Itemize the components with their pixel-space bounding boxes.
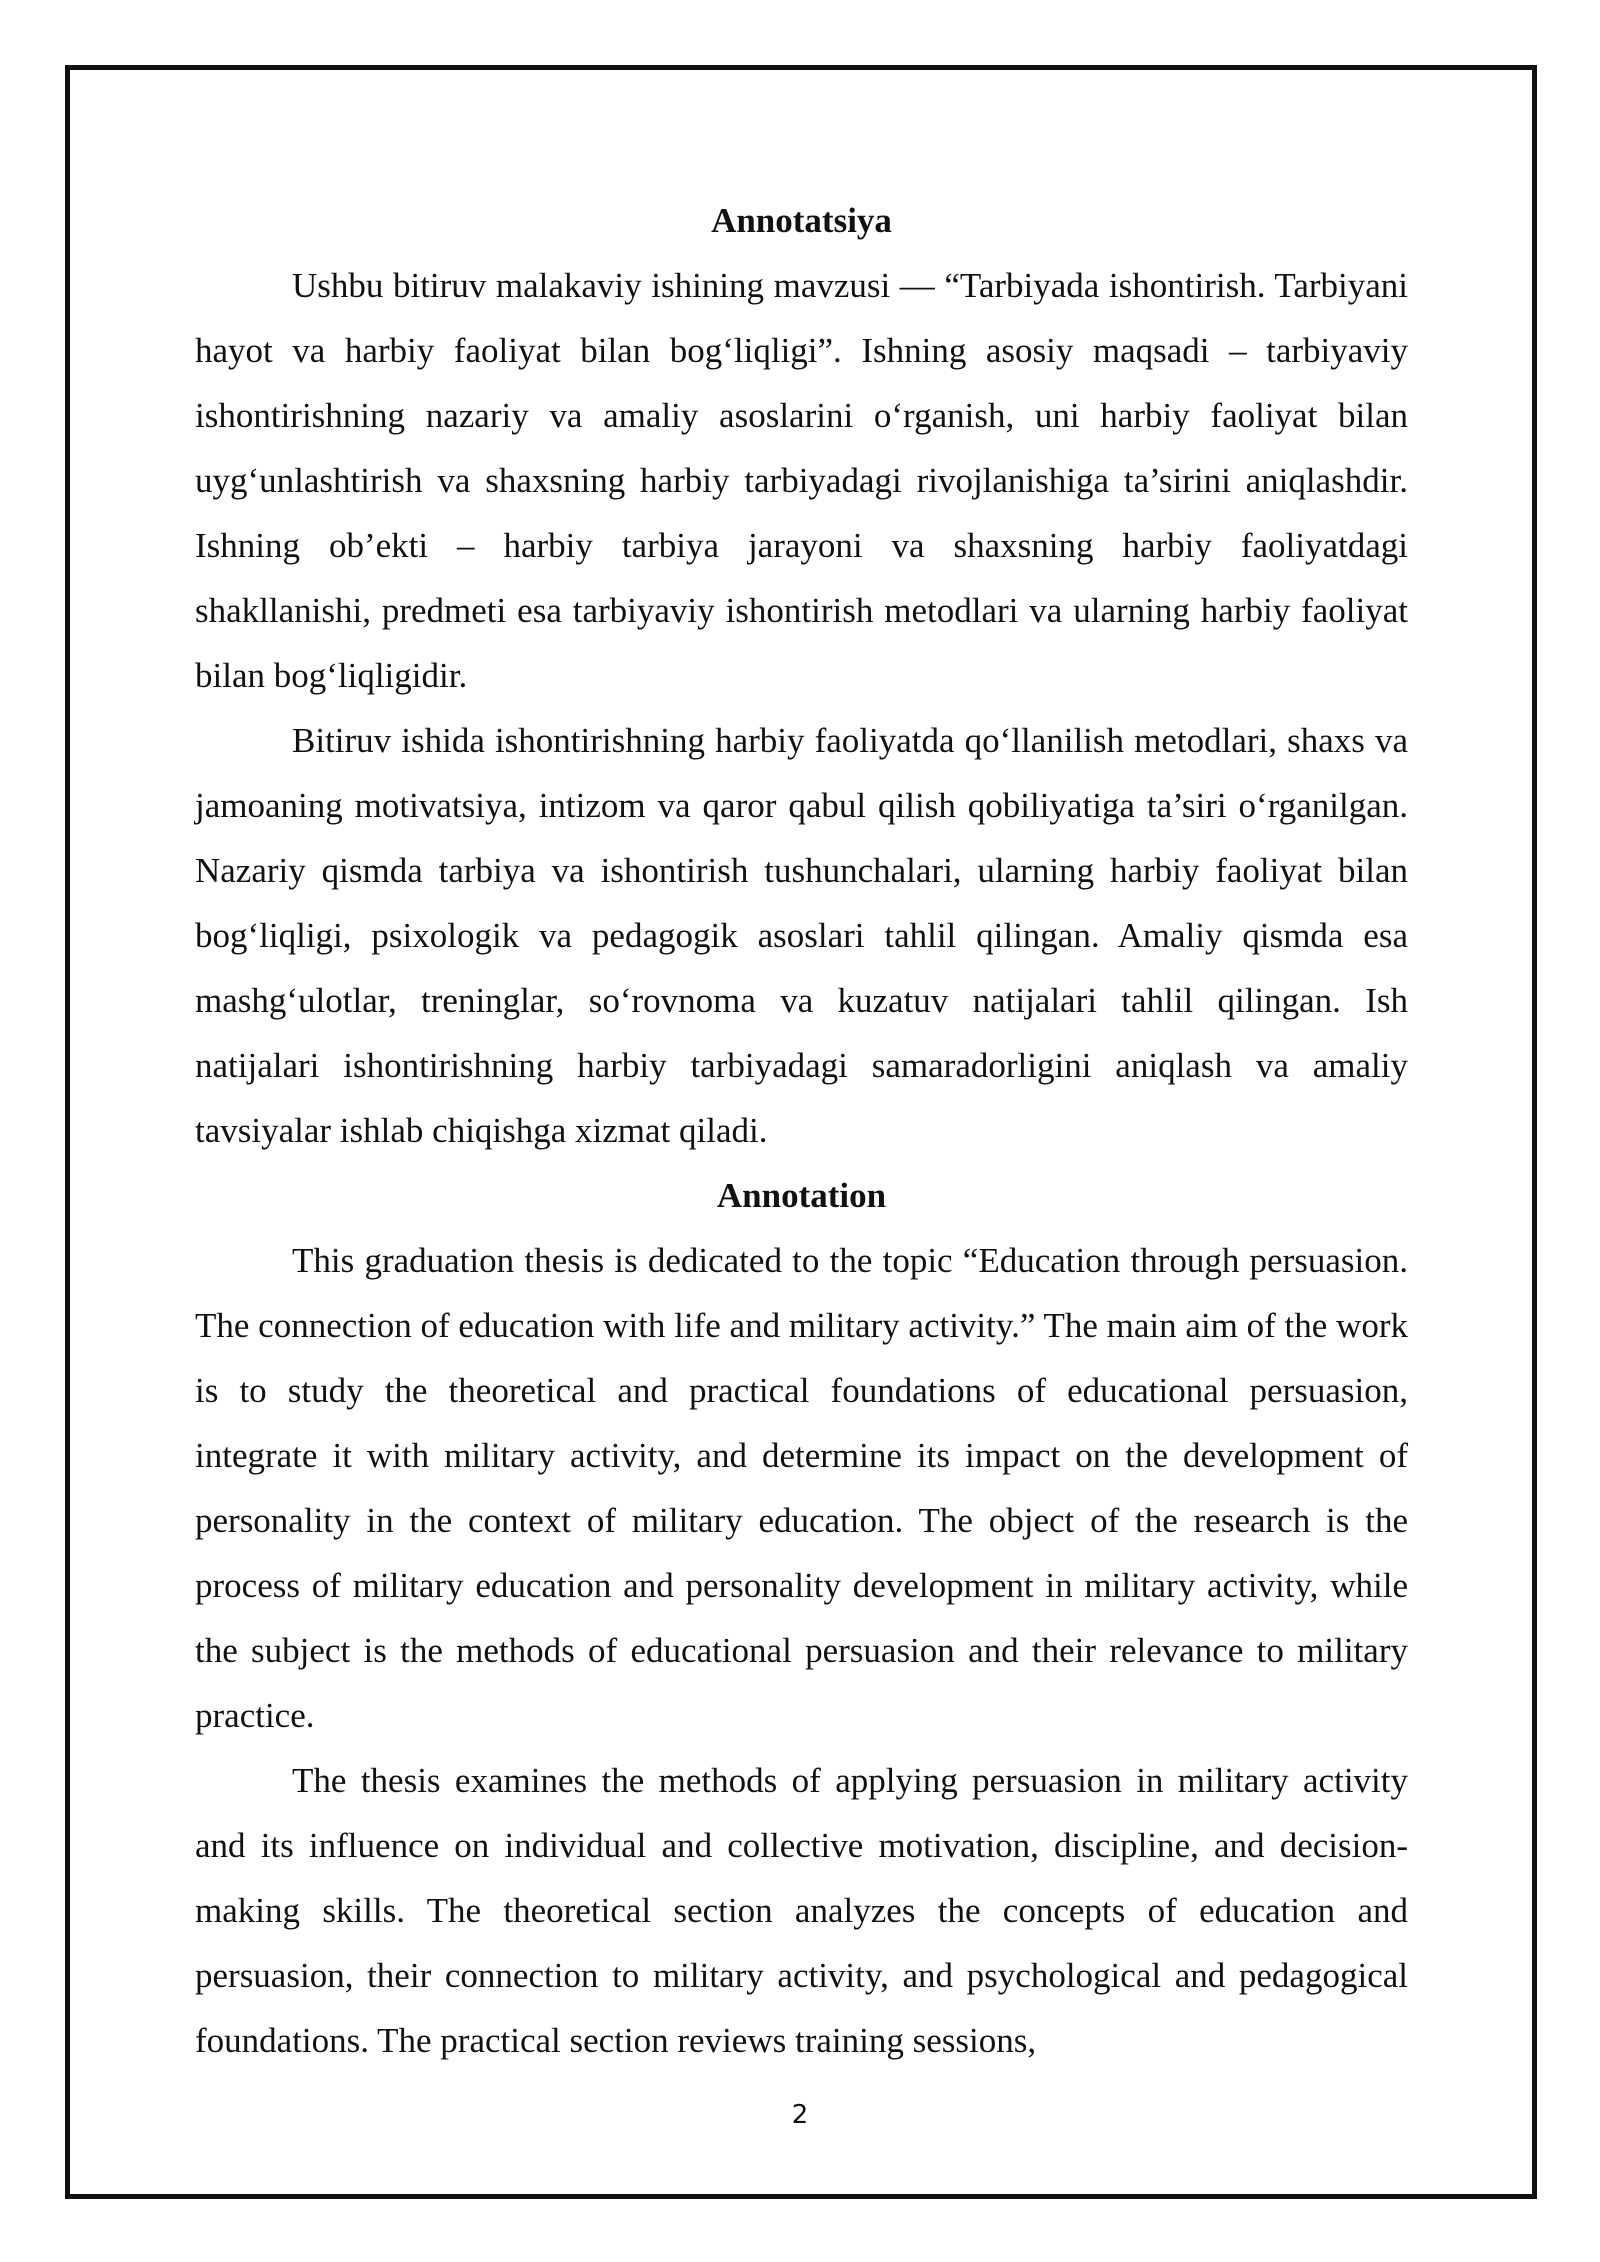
paragraph-en-2: The thesis examines the methods of applying persuasion in military activity and its influence on individual and collective motivation, discipline, and decision-making skills. The theoretical section analyzes the concepts of education and persuasion, their connection to military activity, and psychological and pedagogical foundations. The practical section reviews training sessions, bbox=[195, 1761, 1408, 2060]
page-number: 2 bbox=[791, 2100, 809, 2130]
section-heading-annotatsiya: Annotatsiya bbox=[711, 201, 892, 240]
page-content bbox=[195, 188, 1408, 2073]
section-heading-annotation: Annotation bbox=[716, 1176, 887, 1215]
paragraph-en-1: This graduation thesis is dedicated to the topic “Education through persuasion. The connection of education with life and military activity.” The main aim of the work is to study the theoretical and practical foundations of educational persuasion, integrate it with military activity, and determine its impact on the development of personality in the context of military education. The object of the research is the process of military education and personality development in military activity, while the subject is the methods of educational persuasion and their relevance to military practice. bbox=[195, 1241, 1408, 1735]
paragraph-uz-2: Bitiruv ishida ishontirishning harbiy faoliyatda qo‘llanilish metodlari, shaxs va jamoaning motivatsiya, intizom va qaror qabul qilish qobiliyatiga ta’siri o‘rganilgan. Nazariy qismda tarbiya va ishontirish tushunchalari, ularning harbiy faoliyat bilan bog‘liqligi, psixologik va pedagogik asoslari tahlil qilingan. Amaliy qismda esa mashg‘ulotlar, treninglar, so‘rovnoma va kuzatuv natijalari tahlil qilingan. Ish natijalari ishontirishning harbiy tarbiyadagi samaradorligini aniqlash va amaliy tavsiyalar ishlab chiqishga xizmat qiladi. bbox=[195, 721, 1408, 1150]
paragraph-uz-1: Ushbu bitiruv malakaviy ishining mavzusi — “Tarbiyada ishontirish. Tarbiyani hayot va harbiy faoliyat bilan bog‘liqligi”. Ishning asosiy maqsadi – tarbiyaviy ishontirishning nazariy va amaliy asoslarini o‘rganish, uni harbiy faoliyat bilan uyg‘unlashtirish va shaxsning harbiy tarbiyadagi rivojlanishiga ta’sirini aniqlashdir. Ishning ob’ekti – harbiy tarbiya jarayoni va shaxsning harbiy faoliyatdagi shakllanishi, predmeti esa tarbiyaviy ishontirish metodlari va ularning harbiy faoliyat bilan bog‘liqligidir. bbox=[195, 266, 1408, 695]
